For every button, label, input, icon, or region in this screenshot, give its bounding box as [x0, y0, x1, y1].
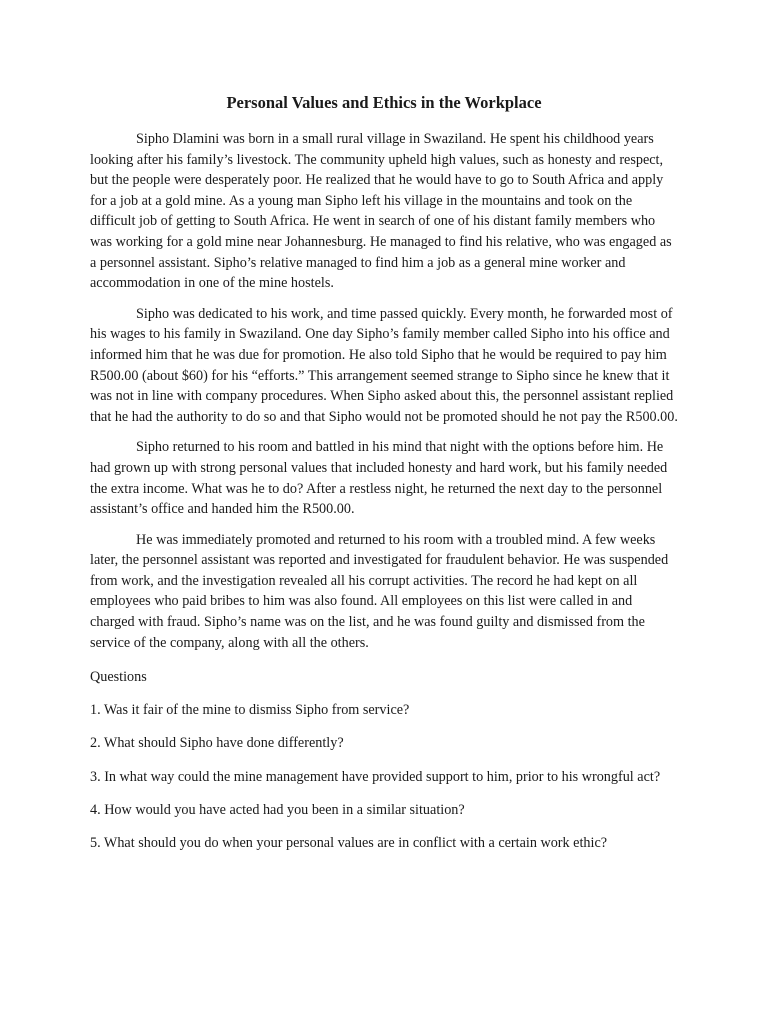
question-3: 3. In what way could the mine management have provided support to him, prior to his wrongful act?	[90, 768, 661, 785]
paragraph-3: Sipho returned to his room and battled in his mind that night with the options before him. He had grown up with strong personal values that included honesty and hard work, but his family needed the extra income. What was he to do? After a restless night, he returned the next day to the personnel assistant’s office and handed him the R500.00.	[90, 439, 668, 518]
question-5: 5. What should you do when your personal values are in conflict with a certain work ethic?	[90, 834, 608, 851]
question-2: 2. What should Sipho have done differently?	[90, 735, 344, 752]
question-4: 4. How would you have acted had you been in a similar situation?	[90, 801, 465, 818]
paragraph-2: Sipho was dedicated to his work, and time passed quickly. Every month, he forwarded most of his wages to his family in Swaziland. One day Sipho’s family member called Sipho into his office and informed him that he was due for promotion. He also told Sipho that he would be required to pay him R500.00 (about $60) for his “efforts.” This arrangement seemed strange to Sipho since he knew that it was not in line with company procedures. When Sipho asked about this, the personnel assistant replied that he had the authority to do so and that Sipho would not be promoted should he not pay the R500.00.	[90, 305, 678, 425]
document-body	[90, 129, 678, 853]
paragraph-1: Sipho Dlamini was born in a small rural village in Swaziland. He spent his childhood years looking after his family’s livestock. The community upheld high values, such as honesty and respect, but the people were desperately poor. He realized that he would have to go to South Africa and apply for a job at a gold mine. As a young man Sipho left his village in the mountains and took on the difficult job of getting to South Africa. He went in search of one of his distant family members who was working for a gold mine near Johannesburg. He managed to find his relative, who was engaged as a personnel assistant. Sipho’s relative managed to find him a job as a general mine worker and accommodation in one of the mine hostels.	[90, 131, 672, 292]
paragraph-4: He was immediately promoted and returned to his room with a troubled mind. A few weeks later, the personnel assistant was reported and investigated for fraudulent behavior. He was suspended from work, and the investigation revealed all his corrupt activities. The record he had kept on all employees who paid bribes to him was also found. All employees on this list were called in and charged with fraud. Sipho’s name was on the list, and he was found guilty and dismissed from the service of the company, along with all the others.	[90, 531, 669, 651]
questions-heading: Questions	[90, 669, 147, 686]
question-1: 1. Was it fair of the mine to dismiss Sipho from service?	[90, 702, 410, 719]
document-title: Personal Values and Ethics in the Workplace	[226, 93, 542, 112]
